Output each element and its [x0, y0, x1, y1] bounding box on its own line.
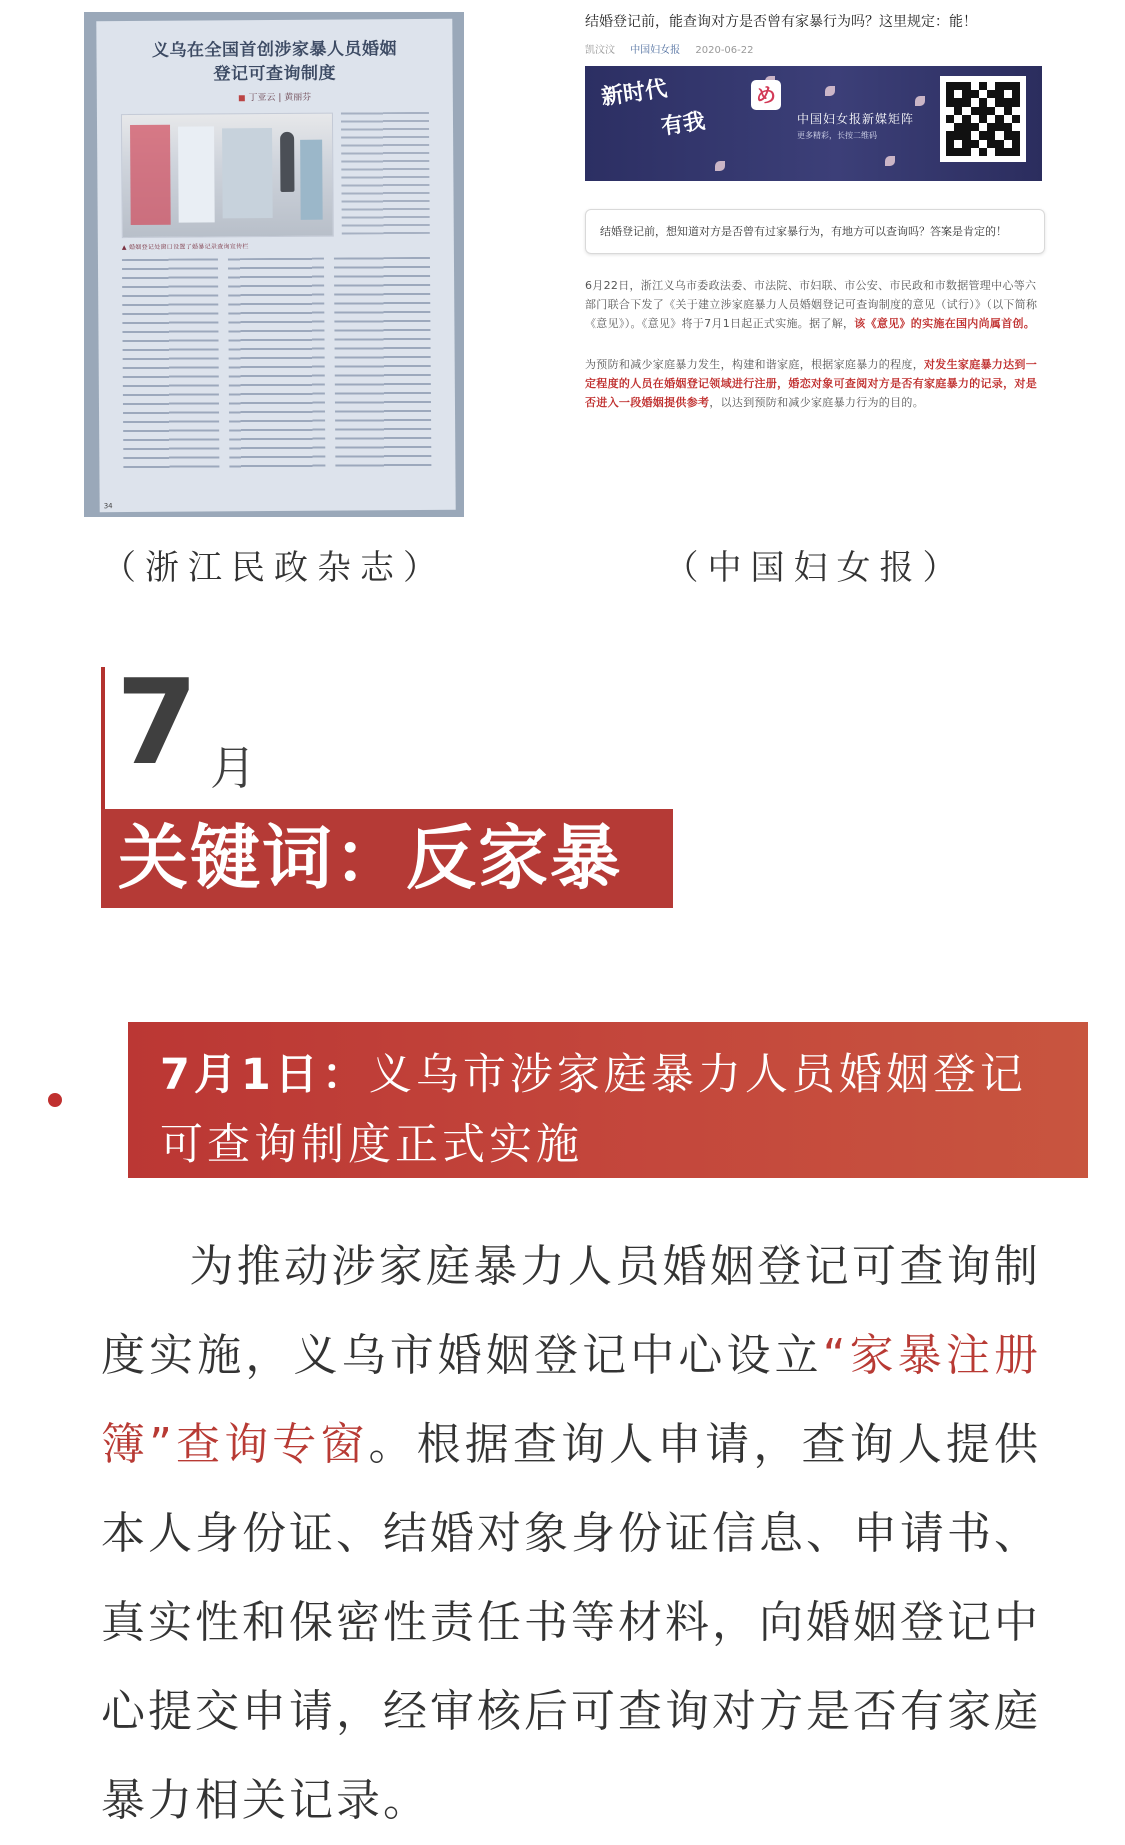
month-number: 7 — [116, 653, 199, 791]
news-emphasis-1: 该《意见》的实施在国内尚属首创。 — [854, 317, 1036, 330]
magazine-title — [120, 37, 428, 87]
news-banner — [585, 66, 1042, 181]
magazine-title-line1: 义乌在全国首创涉家暴人员婚姻 — [151, 39, 398, 61]
news-title: 结婚登记前，能查询对方是否曾有家暴行为吗？这里规定：能！ — [585, 14, 977, 30]
event-heading — [128, 1022, 1088, 1178]
banner-subtitle: 更多精彩，长按二维码 — [797, 131, 877, 140]
news-author: 凯汶汶 — [585, 45, 615, 56]
month-accent-bar — [101, 667, 105, 812]
magazine-text-columns — [122, 257, 431, 469]
news-source-link[interactable]: 中国妇女报 — [630, 45, 681, 56]
news-meta — [585, 41, 1045, 56]
qr-code-icon[interactable] — [940, 76, 1026, 162]
magazine-caption: ▲ 婚姻登记处窗口设置了婚暴记录查询宣传栏 — [121, 243, 249, 252]
month-unit: 月 — [210, 741, 256, 795]
magazine-title-line2: 登记可查询制度 — [213, 63, 336, 85]
magazine-author: 丁亚云 | 黄丽芬 — [121, 89, 429, 104]
news-paragraph-1: 6月22日，浙江义乌市委政法委、市法院、市妇联、市公安、市民政和市数据管理中心等六部门联合下发了《关于建立涉家庭暴力人员婚姻登记可查询制度的意见（试行）》（以下简称《意见》）。《意见》将于7月1日起正式实施。据了解，该《意见》的实施在国内尚属首创。 — [585, 279, 1038, 330]
news-source-label: （中国妇女报） — [664, 548, 966, 588]
keyword-banner: 关键词：反家暴 — [101, 809, 673, 908]
magazine-photo — [84, 12, 464, 517]
magazine-side-text — [341, 112, 430, 235]
event-title: 义乌市涉家庭暴力人员婚姻登记可查询制度正式实施 — [160, 1050, 1027, 1170]
magazine-source-label: （浙江民政杂志） — [102, 548, 446, 588]
body-highlight: “家暴注册簿”查询专窗 — [101, 1330, 1042, 1470]
news-screenshot — [585, 12, 1045, 517]
logo-icon: め — [751, 80, 781, 110]
magazine-page — [96, 19, 455, 512]
news-emphasis-2: 对发生家庭暴力达到一定程度的人员在婚姻登记领域进行注册，婚恋对象可查阅对方是否有家庭暴力的记录，对是否进入一段婚姻提供参考 — [585, 358, 1037, 409]
news-quote-box: 结婚登记前，想知道对方是否曾有过家暴行为，有地方可以查询吗？答案是肯定的！ — [585, 209, 1045, 254]
event-date: 7月1日： — [160, 1050, 369, 1100]
news-paragraph-2: 为预防和减少家庭暴力发生，构建和谐家庭，根据家庭暴力的程度，对发生家庭暴力达到一定程度的人员在婚姻登记领域进行注册，婚恋对象可查阅对方是否有家庭暴力的记录，对是否进入一段婚姻提供参考，以达到预防和减少家庭暴力行为的目的。 — [585, 358, 1037, 409]
banner-title: 中国妇女报新媒矩阵 — [797, 112, 915, 126]
magazine-page-number: 34 — [103, 502, 113, 511]
body-paragraph: 为推动涉家庭暴力人员婚姻登记可查询制度实施，义乌市婚姻登记中心设立“家暴注册簿”查询专窗。根据查询人申请，查询人提供本人身份证、结婚对象身份证信息、申请书、真实性和保密性责任书等材料，向婚姻登记中心提交申请，经审核后可查询对方是否有家庭暴力相关记录。 — [101, 1241, 1042, 1826]
bullet-dot-icon — [48, 1093, 62, 1107]
banner-slogan: 新时代 有我 — [599, 75, 707, 140]
news-date: 2020-06-22 — [695, 45, 754, 56]
magazine-inset-photo — [121, 113, 334, 238]
